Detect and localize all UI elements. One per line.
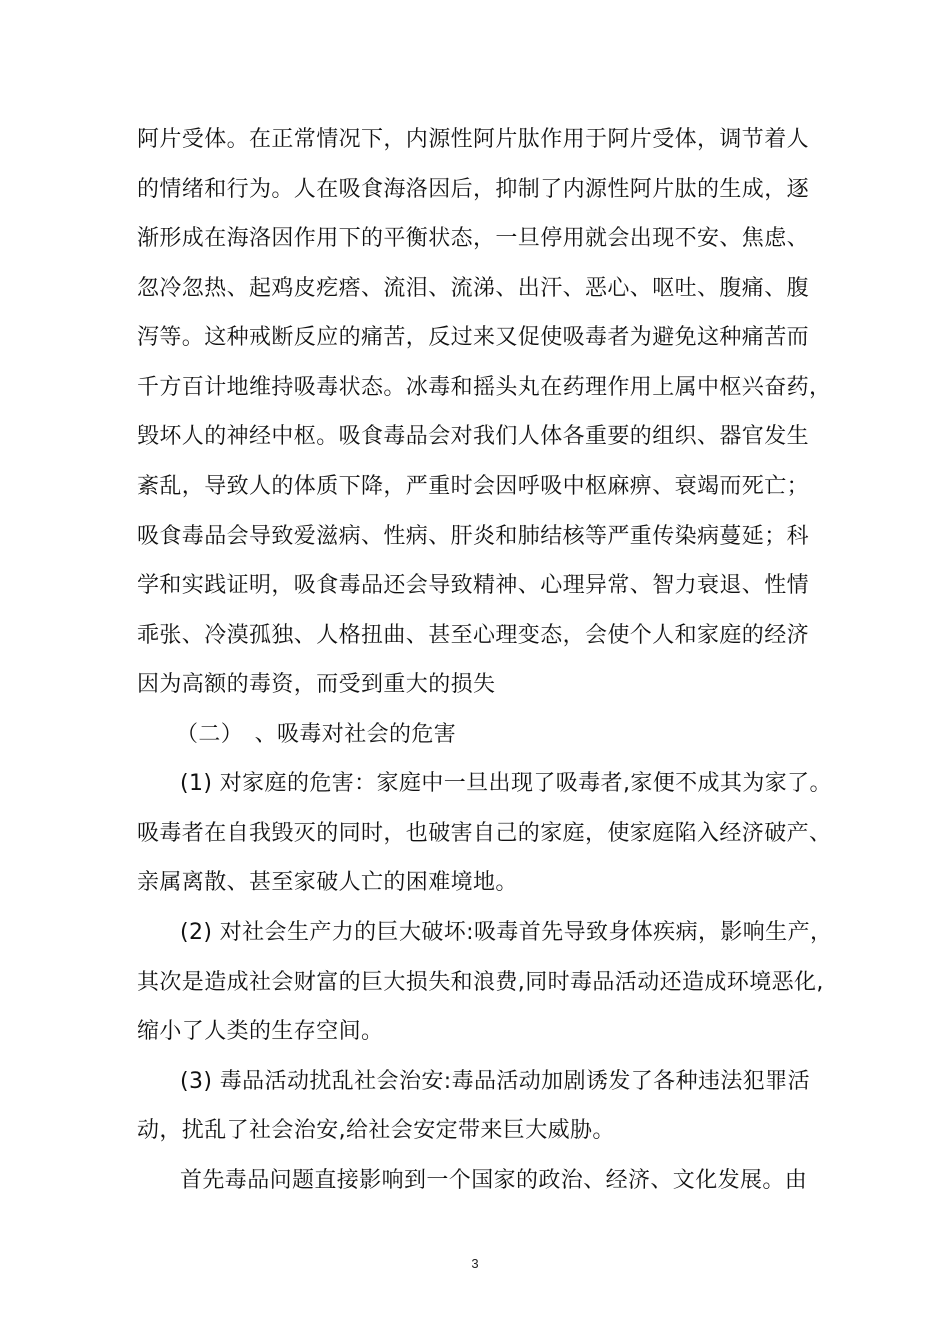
- text-line: (3) 毒品活动扰乱社会治安:毒品活动加剧诱发了各种违法犯罪活: [180, 1069, 810, 1094]
- text-line: 吸毒者在自我毁灭的同时，也破害自己的家庭，使家庭陷入经济破产、: [137, 821, 832, 846]
- text-line: 千方百计地维持吸毒状态。冰毒和摇头丸在药理作用上属中枢兴奋药，: [137, 375, 832, 400]
- text-line: 毁坏人的神经中枢。吸食毒品会对我们人体各重要的组织、器官发生: [137, 424, 810, 449]
- text-line: 阿片受体。在正常情况下，内源性阿片肽作用于阿片受体，调节着人: [137, 127, 810, 152]
- text-line: 忽冷忽热、起鸡皮疙瘩、流泪、流涕、出汗、恶心、呕吐、腹痛、腹: [137, 276, 810, 301]
- text-line: (2) 对社会生产力的巨大破坏:吸毒首先导致身体疾病，影响生产，: [180, 920, 833, 945]
- text-line: 泻等。这种戒断反应的痛苦，反过来又促使吸毒者为避免这种痛苦而: [137, 325, 810, 350]
- text-line: 亲属离散、甚至家破人亡的困难境地。: [137, 870, 518, 895]
- text-line: 缩小了人类的生存空间。: [137, 1019, 384, 1044]
- text-line: 学和实践证明，吸食毒品还会导致精神、心理异常、智力衰退、性情: [137, 573, 810, 598]
- text-line: 吸食毒品会导致爱滋病、性病、肝炎和肺结核等严重传染病蔓延；科: [137, 524, 810, 549]
- text-line: (1) 对家庭的危害：家庭中一旦出现了吸毒者,家便不成其为家了。: [180, 771, 832, 796]
- section-heading: （二） 、吸毒对社会的危害: [176, 722, 457, 747]
- page-number: 3: [471, 1256, 479, 1271]
- text-line: 其次是造成社会财富的巨大损失和浪费,同时毒品活动还造成环境恶化,: [137, 970, 824, 995]
- text-line: 动，扰乱了社会治安,给社会安定带来巨大威胁。: [137, 1118, 615, 1143]
- text-line: 首先毒品问题直接影响到一个国家的政治、经济、文化发展。由: [180, 1168, 808, 1193]
- text-line: 渐形成在海洛因作用下的平衡状态，一旦停用就会出现不安、焦虑、: [137, 226, 810, 251]
- text-line: 紊乱，导致人的体质下降，严重时会因呼吸中枢麻痹、衰竭而死亡；: [137, 474, 810, 499]
- text-line: 的情绪和行为。人在吸食海洛因后，抑制了内源性阿片肽的生成，逐: [137, 177, 810, 202]
- text-line: 乖张、冷漠孤独、人格扭曲、甚至心理变态，会使个人和家庭的经济: [137, 623, 810, 648]
- text-line: 因为高额的毒资，而受到重大的损失: [137, 672, 496, 697]
